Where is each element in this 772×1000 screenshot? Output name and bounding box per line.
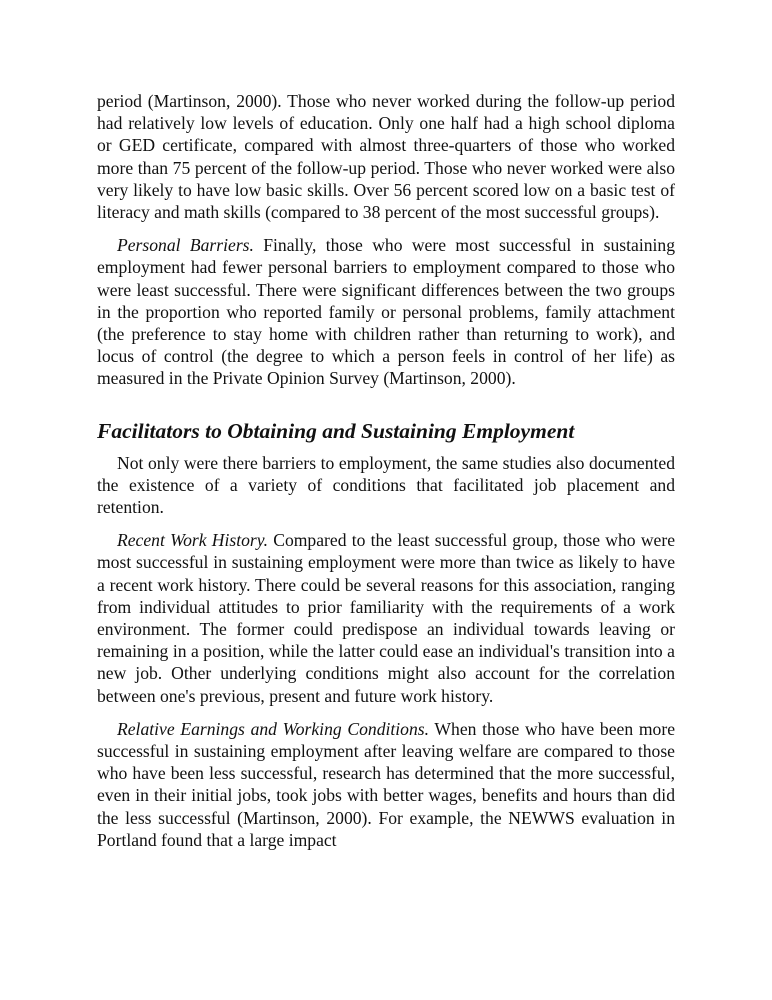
section-heading-facilitators: Facilitators to Obtaining and Sustaining Employment xyxy=(97,418,575,443)
paragraph-text: Finally, those who were most successful in sustaining employment had fewer personal barriers to employment compared to those who were least successful. There were significant differences between the two groups in the proportion who reported family or personal problems, family attachment (the preference to stay home with children rather than returning to work), and locus of control (the degree to which a person feels in control of her life) as measured in the Private Opinion Survey (Martinson, 2000). xyxy=(97,235,675,389)
paragraph-facilitators-intro xyxy=(97,452,675,519)
paragraph-text: Not only were there barriers to employment, the same studies also documented the existence of a variety of conditions that facilitated job placement and retention. xyxy=(97,452,675,518)
paragraph-text: period (Martinson, 2000). Those who never worked during the follow-up period had relatively low levels of education. Only one half had a high school diploma or GED certificate, compared with almost three-quarters of those who worked more than 75 percent of the follow-up period. Those who never worked were also very likely to have low basic skills. Over 56 percent scored low on a basic test of literacy and math skills (compared to 38 percent of the most successful groups). xyxy=(97,91,675,223)
paragraph-text: When those who have been more successful in sustaining employment after leaving welfare are compared to those who have been less successful, research has determined that the more successful, even in their initial jobs, took jobs with better wages, benefits and hours than did the less successful (Martinson, 2000). For example, the NEWWS evaluation in Portland found that a large impact xyxy=(97,718,676,850)
document-page xyxy=(97,90,675,851)
runin-heading-personal-barriers: Personal Barriers. xyxy=(117,235,254,256)
paragraph-education-continued xyxy=(97,90,675,223)
paragraph-relative-earnings xyxy=(97,718,675,851)
runin-heading-recent-work-history: Recent Work History. xyxy=(117,530,268,551)
paragraph-text: Compared to the least successful group, those who were most successful in sustaining employment were more than twice as likely to have a recent work history. There could be several reasons for this association, ranging from individual attitudes to prior familiarity with the requirements of a work environment. The former could predispose an individual towards leaving or remaining in a position, while the latter could ease an individual's transition into a new job. Other underlying conditions might also account for the correlation between one's previous, present and future work history. xyxy=(97,530,676,706)
paragraph-personal-barriers xyxy=(97,234,675,389)
runin-heading-relative-earnings: Relative Earnings and Working Conditions. xyxy=(117,718,430,739)
paragraph-recent-work-history xyxy=(97,529,675,707)
